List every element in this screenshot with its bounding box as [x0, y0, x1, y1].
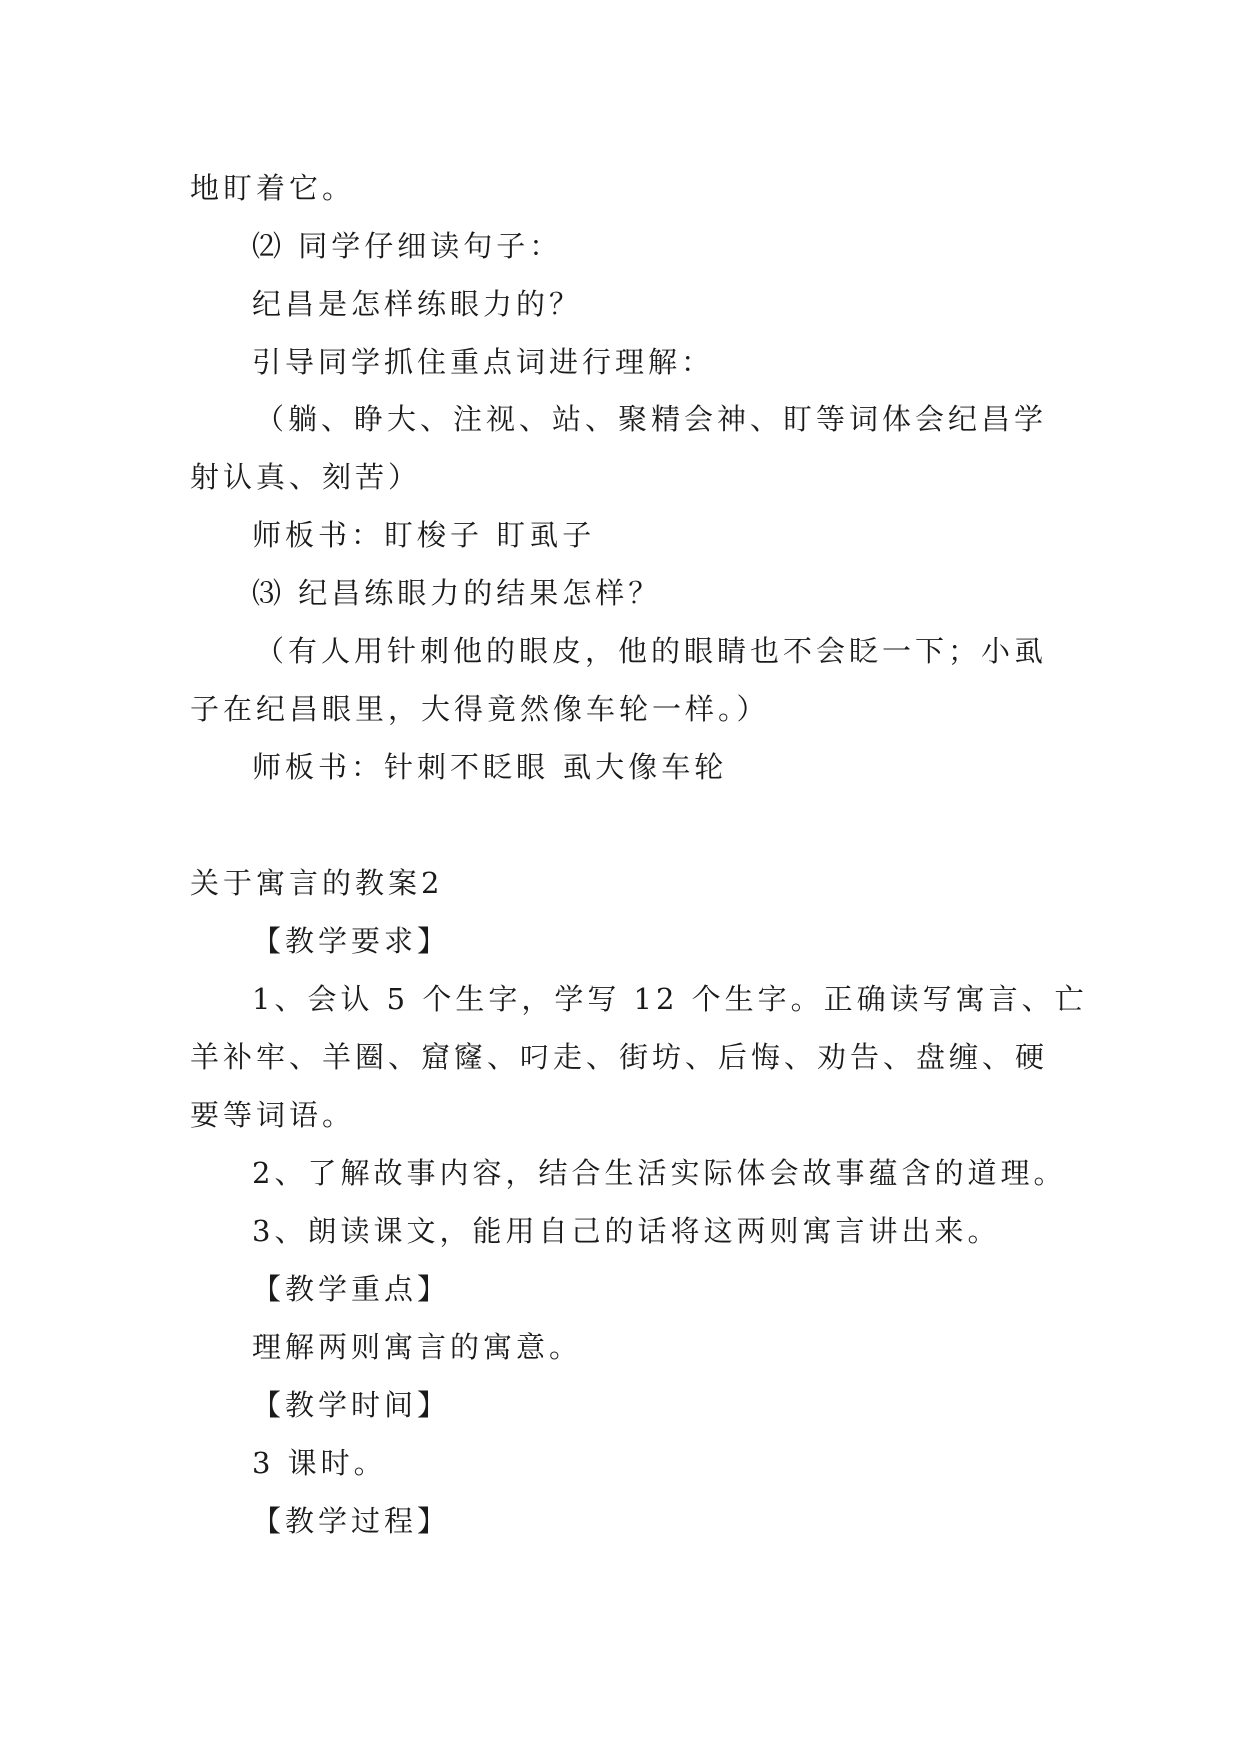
text-line: 羊补牢、羊圈、窟窿、叼走、街坊、后悔、劝告、盘缠、硬 — [190, 1040, 1049, 1074]
text-line: 师板书：盯梭子 盯虱子 — [252, 518, 596, 552]
section-heading: 【教学重点】 — [252, 1272, 451, 1306]
section-heading: 【教学过程】 — [252, 1504, 451, 1538]
text-line: 3 课时。 — [252, 1446, 387, 1480]
text-line: 纪昌是怎样练眼力的？ — [252, 287, 583, 321]
text-line: 1、会认 5 个生字，学写 12 个生字。正确读写寓言、亡 — [252, 982, 1088, 1016]
text-line: 3、朗读课文，能用自己的话将这两则寓言讲出来。 — [252, 1214, 1001, 1248]
text-line: 师板书：针刺不眨眼 虱大像车轮 — [252, 750, 728, 784]
text-line: 理解两则寓言的寓意。 — [252, 1330, 583, 1364]
text-line: 射认真、刻苦） — [190, 460, 422, 494]
text-line: 地盯着它。 — [190, 171, 356, 205]
text-line: 要等词语。 — [190, 1098, 356, 1132]
text-line: 2、了解故事内容，结合生活实际体会故事蕴含的道理。 — [252, 1156, 1067, 1190]
text-line: 引导同学抓住重点词进行理解： — [252, 345, 715, 379]
text-line: （有人用针刺他的眼皮，他的眼睛也不会眨一下；小虱 — [255, 634, 1048, 668]
section-heading: 【教学要求】 — [252, 924, 451, 958]
section-heading: 【教学时间】 — [252, 1388, 451, 1422]
text-line: 子在纪昌眼里，大得竟然像车轮一样。） — [190, 692, 770, 726]
section-title: 关于寓言的教案2 — [190, 866, 444, 900]
text-line: ⑶ 纪昌练眼力的结果怎样？ — [252, 576, 662, 610]
text-line: （躺、睁大、注视、站、聚精会神、盯等词体会纪昌学 — [255, 402, 1048, 436]
text-line: ⑵ 同学仔细读句子： — [252, 229, 563, 263]
